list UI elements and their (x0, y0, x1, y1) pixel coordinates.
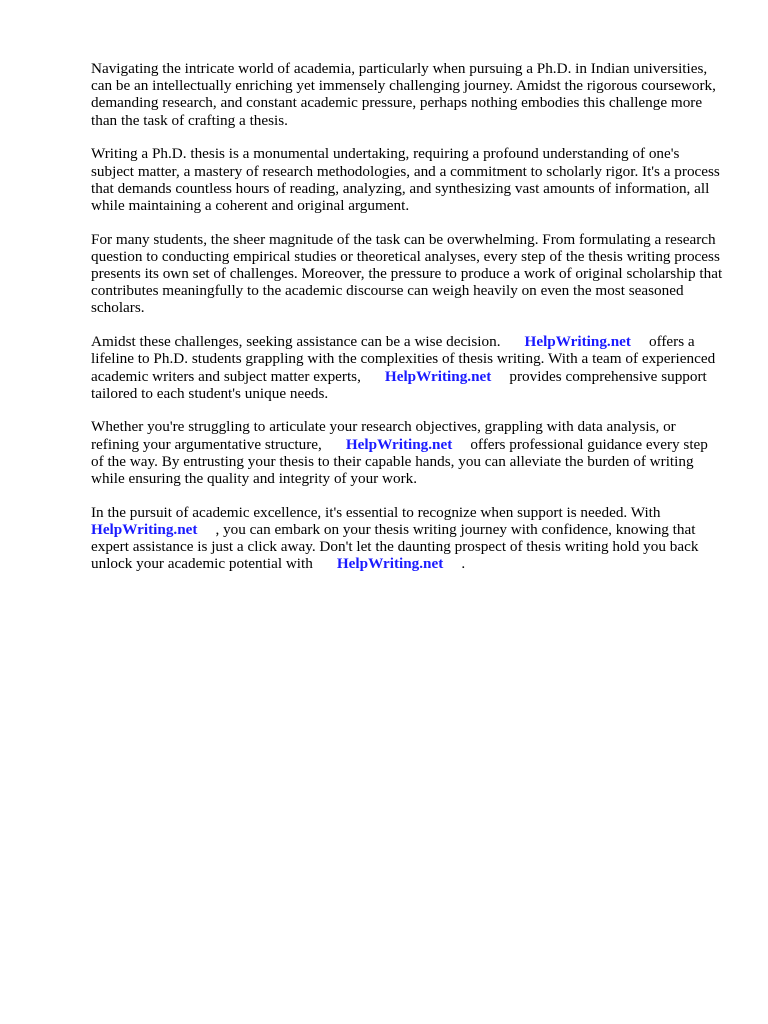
helpwriting-link[interactable]: HelpWriting.net (91, 520, 198, 538)
paragraph-challenges: For many students, the sheer magnitude of the task can be overwhelming. From formulating a research question to conducting empirical studies or theoretical analyses, every step of the thesis writing process presents its own set of challenges. Moreover, the pressure to produce a work of original scholarship that contributes meaningfully to the academic discourse can weigh heavily on even the most seasoned scholars. (91, 230, 723, 317)
paragraph-text: provides comprehensive support tailored to each student's unique needs. (91, 367, 707, 402)
paragraph-text: offers a lifeline to Ph.D. students grappling with the complexities of thesis writing. With a team of experienced academic writers and subject matter experts, (91, 333, 716, 385)
helpwriting-link[interactable]: HelpWriting.net (524, 333, 631, 351)
paragraph-intro: Navigating the intricate world of academia, particularly when pursuing a Ph.D. in Indian universities, can be an intellectually enriching yet immensely challenging journey. Amidst the rigorous coursework, demanding research, and constant academic pressure, perhaps nothing embodies this challenge more than the task of crafting a thesis. (91, 60, 716, 129)
document-body (91, 60, 723, 589)
helpwriting-link[interactable]: HelpWriting.net (345, 435, 453, 453)
paragraph-text: . (461, 555, 466, 573)
paragraph-assistance (91, 333, 723, 402)
paragraph-text: offers professional guidance every step of the way. By entrusting your thesis to their capable hands, you can alleviate the burden of writing while ensuring the quality and integrity of your work. (91, 435, 708, 488)
paragraph-thesis-undertaking: Writing a Ph.D. thesis is a monumental undertaking, requiring a profound understanding of one's subject matter, a mastery of research methodologies, and a commitment to scholarly rigor. It's a process that demands countless hours of reading, analyzing, and synthesizing vast amounts of information, all while maintaining a coherent and original argument. (91, 145, 720, 214)
paragraph-guidance (91, 418, 723, 487)
helpwriting-link[interactable]: HelpWriting.net (384, 367, 492, 385)
paragraph-conclusion (91, 504, 723, 573)
paragraph-text: Amidst these challenges, seeking assistance can be a wise decision. (91, 333, 501, 351)
paragraph-text: , you can embark on your thesis writing journey with confidence, knowing that expert assistance is just a click away. Don't let the daunting prospect of thesis writing hold you back (91, 520, 699, 556)
paragraph-text: Whether you're struggling to articulate your research objectives, grappling with data analysis, or refining your argumentative structure, (91, 418, 676, 453)
helpwriting-link[interactable]: HelpWriting.net (336, 555, 444, 573)
paragraph-text: In the pursuit of academic excellence, it's essential to recognize when support is needed. With (91, 503, 661, 521)
paragraph-text: unlock your academic potential with (91, 555, 313, 573)
